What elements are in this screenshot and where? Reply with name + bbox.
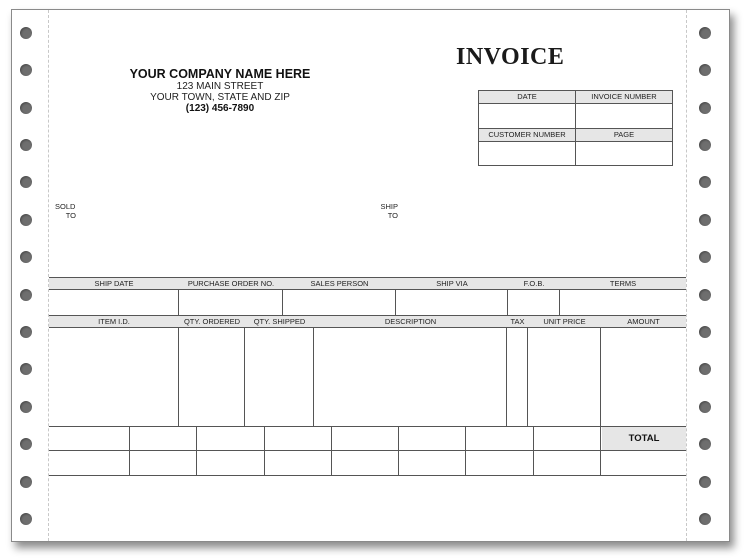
totals-cell[interactable] xyxy=(130,426,197,450)
totals-cell[interactable] xyxy=(534,426,601,450)
sold-to-label xyxy=(55,202,76,220)
totals-grid xyxy=(49,426,686,476)
tractor-hole xyxy=(699,401,711,413)
sold-to-line1: SOLD xyxy=(55,202,76,211)
column-header: TERMS xyxy=(560,278,686,290)
totals-cell[interactable] xyxy=(332,451,399,475)
company-block xyxy=(110,67,330,114)
column-header: DESCRIPTION xyxy=(314,316,508,328)
line-items-table xyxy=(49,315,686,428)
tractor-hole xyxy=(699,102,711,114)
column-header: AMOUNT xyxy=(601,316,686,328)
tractor-hole xyxy=(20,326,32,338)
totals-cell[interactable] xyxy=(332,426,399,450)
tractor-hole xyxy=(20,176,32,188)
totals-cell[interactable] xyxy=(197,426,265,450)
totals-cell[interactable] xyxy=(399,451,466,475)
column-header: SALES PERSON xyxy=(283,278,397,290)
column-field[interactable] xyxy=(49,290,179,315)
tractor-hole xyxy=(20,139,32,151)
ship-to-line2: TO xyxy=(387,211,398,220)
column-field[interactable] xyxy=(396,290,508,315)
grid-rule xyxy=(49,475,686,476)
invoice-form-page xyxy=(11,9,730,542)
totals-cell[interactable] xyxy=(265,451,332,475)
column-header: ITEM I.D. xyxy=(49,316,180,328)
tractor-hole xyxy=(20,289,32,301)
page-label: PAGE xyxy=(576,128,672,142)
tractor-hole xyxy=(699,214,711,226)
tractor-hole xyxy=(699,251,711,263)
tractor-hole xyxy=(20,438,32,450)
tractor-hole xyxy=(20,64,32,76)
totals-cell[interactable] xyxy=(466,426,534,450)
tractor-hole xyxy=(699,476,711,488)
column-header: TAX xyxy=(507,316,529,328)
invoice-info-box xyxy=(478,90,673,166)
totals-cell[interactable] xyxy=(197,451,265,475)
column-field[interactable] xyxy=(528,328,601,427)
tractor-hole xyxy=(699,326,711,338)
column-header: PURCHASE ORDER NO. xyxy=(179,278,284,290)
ship-to-line1: SHIP xyxy=(380,202,398,211)
tractor-hole xyxy=(20,476,32,488)
column-field[interactable] xyxy=(283,290,396,315)
column-header: QTY. SHIPPED xyxy=(245,316,315,328)
column-field[interactable] xyxy=(507,328,528,427)
tractor-hole xyxy=(699,363,711,375)
column-header: SHIP DATE xyxy=(49,278,180,290)
column-field[interactable] xyxy=(245,328,314,427)
customer-number-label: CUSTOMER NUMBER xyxy=(479,128,575,142)
totals-cell[interactable] xyxy=(49,451,130,475)
column-header: QTY. ORDERED xyxy=(179,316,246,328)
invoice-number-label: INVOICE NUMBER xyxy=(576,91,672,104)
right-perforation xyxy=(686,10,687,541)
total-label: TOTAL xyxy=(602,427,686,450)
tractor-hole xyxy=(20,513,32,525)
sold-to-field[interactable] xyxy=(82,200,372,270)
page-field[interactable] xyxy=(576,141,672,165)
totals-cell[interactable] xyxy=(466,451,534,475)
tractor-hole xyxy=(699,289,711,301)
column-field[interactable] xyxy=(49,328,179,427)
tractor-hole xyxy=(20,102,32,114)
totals-cell[interactable] xyxy=(49,426,130,450)
tractor-hole xyxy=(699,438,711,450)
column-field[interactable] xyxy=(560,290,686,315)
tractor-hole xyxy=(699,27,711,39)
tractor-hole xyxy=(699,176,711,188)
shipping-info-row xyxy=(49,277,686,316)
tractor-hole xyxy=(20,214,32,226)
company-city-state-zip: YOUR TOWN, STATE AND ZIP xyxy=(150,92,290,103)
column-field[interactable] xyxy=(601,328,686,427)
tractor-hole xyxy=(20,363,32,375)
column-header: SHIP VIA xyxy=(396,278,509,290)
tractor-hole xyxy=(20,27,32,39)
column-header: F.O.B. xyxy=(508,278,561,290)
ship-to-field[interactable] xyxy=(404,200,674,270)
column-field[interactable] xyxy=(314,328,507,427)
tractor-hole xyxy=(20,251,32,263)
customer-number-field[interactable] xyxy=(479,141,575,165)
column-header: UNIT PRICE xyxy=(528,316,602,328)
company-phone: (123) 456-7890 xyxy=(185,103,255,114)
totals-cell[interactable] xyxy=(534,451,601,475)
date-field[interactable] xyxy=(479,103,575,128)
tractor-hole xyxy=(699,64,711,76)
invoice-number-field[interactable] xyxy=(576,103,672,128)
invoice-title: INVOICE xyxy=(456,44,565,70)
company-name: YOUR COMPANY NAME HERE xyxy=(129,67,311,81)
column-field[interactable] xyxy=(179,328,245,427)
totals-cell[interactable] xyxy=(265,426,332,450)
ship-to-label xyxy=(378,202,398,220)
tractor-hole xyxy=(20,401,32,413)
column-field[interactable] xyxy=(179,290,283,315)
total-amount-field[interactable] xyxy=(601,451,686,475)
date-label: DATE xyxy=(479,91,575,104)
tractor-hole xyxy=(699,139,711,151)
sold-to-line2: TO xyxy=(65,211,76,220)
company-street: 123 MAIN STREET xyxy=(176,81,264,92)
totals-cell[interactable] xyxy=(130,451,197,475)
column-field[interactable] xyxy=(508,290,560,315)
tractor-hole xyxy=(699,513,711,525)
totals-cell[interactable] xyxy=(399,426,466,450)
